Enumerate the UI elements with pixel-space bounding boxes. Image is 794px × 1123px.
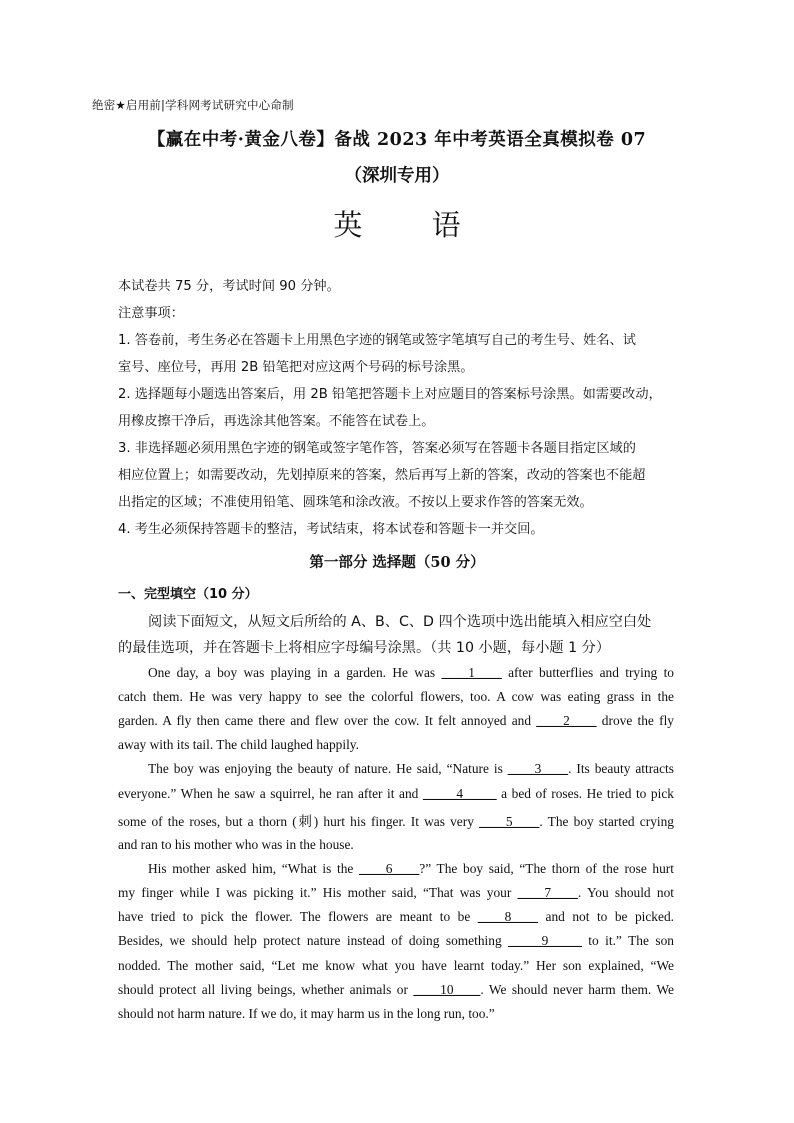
passage-line: should not harm nature. If we do, it may harm us in the long run, too.” (118, 1006, 495, 1021)
passage-line: Besides, we should help protect nature instead of doing something _____9_____ to it.” The son (118, 933, 674, 948)
blank-2: ____2____ (536, 713, 597, 728)
passage-line: nodded. The mother said, “Let me know what you have learnt today.” Her son explained, “We (118, 958, 674, 973)
part-one-title: 第一部分 选择题（50 分） (309, 554, 485, 571)
note-line: 出指定的区域；不准使用铅笔、圆珠笔和涂改液。不按以上要求作答的答案无效。 (118, 495, 593, 510)
instruction-line: 阅读下面短文，从短文后所给的 A、B、C、D 四个选项中选出能填入相应空白处 (148, 614, 652, 630)
passage-line: some of the roses, but a thorn (刺) hurt his finger. It was very ____5____. The boy started crying (118, 814, 675, 829)
blank-1: ____1____ (441, 665, 502, 680)
note-line: 3. 非选择题必须用黑色字迹的钢笔或签字笔作答，答案必须写在答题卡各题目指定区域的 (118, 441, 636, 456)
passage-line: catch them. He was very happy to see the colorful flowers, too. A cow was eating grass in the (118, 689, 674, 704)
blank-3: ____3____ (507, 761, 569, 776)
note-line: 2. 选择题每小题选出答案后，用 2B 铅笔把答题卡上对应题目的答案标号涂黑。如需要改动， (118, 387, 662, 402)
section-title: 一、完型填空（10 分） (118, 587, 258, 602)
notes-heading: 注意事项： (118, 306, 184, 321)
passage-line: His mother asked him, “What is the ____6____?” The boy said, “The thorn of the rose hurt (148, 861, 674, 876)
exam-intro: 本试卷共 75 分，考试时间 90 分钟。 (118, 279, 340, 294)
passage-line: and ran to his mother who was in the house. (118, 837, 354, 852)
passage-line: everyone.” When he saw a squirrel, he ran after it and _____4_____ a bed of roses. He tried to pick (118, 786, 674, 801)
note-line: 用橡皮擦干净后，再选涂其他答案。不能答在试卷上。 (118, 414, 435, 429)
blank-5: ____5____ (479, 814, 540, 829)
subject-heading: 英 语 (333, 208, 491, 242)
exam-subtitle: （深圳专用） (344, 166, 450, 186)
note-line: 1. 答卷前，考生务必在答题卡上用黑色字迹的钢笔或签字笔填写自己的考生号、姓名、试 (118, 333, 636, 348)
passage-line: should protect all living beings, whether animals or ____10____. We should never harm them. We (118, 982, 674, 997)
note-line: 室号、座位号，再用 2B 铅笔把对应这两个号码的标号涂黑。 (118, 360, 474, 375)
blank-7: ____7____ (517, 885, 578, 900)
blank-9: _____9_____ (508, 933, 582, 948)
note-line: 相应位置上；如需要改动，先划掉原来的答案，然后再写上新的答案，改动的答案也不能超 (118, 468, 646, 483)
blank-6: ____6____ (358, 861, 420, 876)
passage-line: my finger while I was picking it.” His mother said, “That was your ____7____. You should not (118, 885, 674, 900)
passage-line: The boy was enjoying the beauty of nature. He said, “Nature is ____3____. Its beauty attracts (148, 761, 674, 776)
blank-10: ____10____ (413, 982, 481, 997)
exam-title: 【赢在中考·黄金八卷】备战 2023 年中考英语全真模拟卷 07 (147, 130, 647, 150)
passage-line: have tried to pick the flower. The flowers are meant to be ____8____ and not to be picked. (118, 909, 674, 924)
confidential-line: 绝密★启用前|学科网考试研究中心命制 (92, 98, 294, 112)
blank-4: _____4_____ (422, 786, 497, 801)
instruction-line: 的最佳选项，并在答题卡上将相应字母编号涂黑。（共 10 小题，每小题 1 分） (118, 640, 611, 656)
passage-line: away with its tail. The child laughed happily. (118, 737, 359, 752)
note-line: 4. 考生必须保持答题卡的整洁，考试结束，将本试卷和答题卡一并交回。 (118, 522, 544, 537)
passage-line: One day, a boy was playing in a garden. He was ____1____ after butterflies and trying to (148, 665, 674, 680)
passage-line: garden. A fly then came there and flew over the cow. It felt annoyed and ____2____ drove the fly (118, 713, 674, 728)
blank-8: ____8____ (477, 909, 539, 924)
